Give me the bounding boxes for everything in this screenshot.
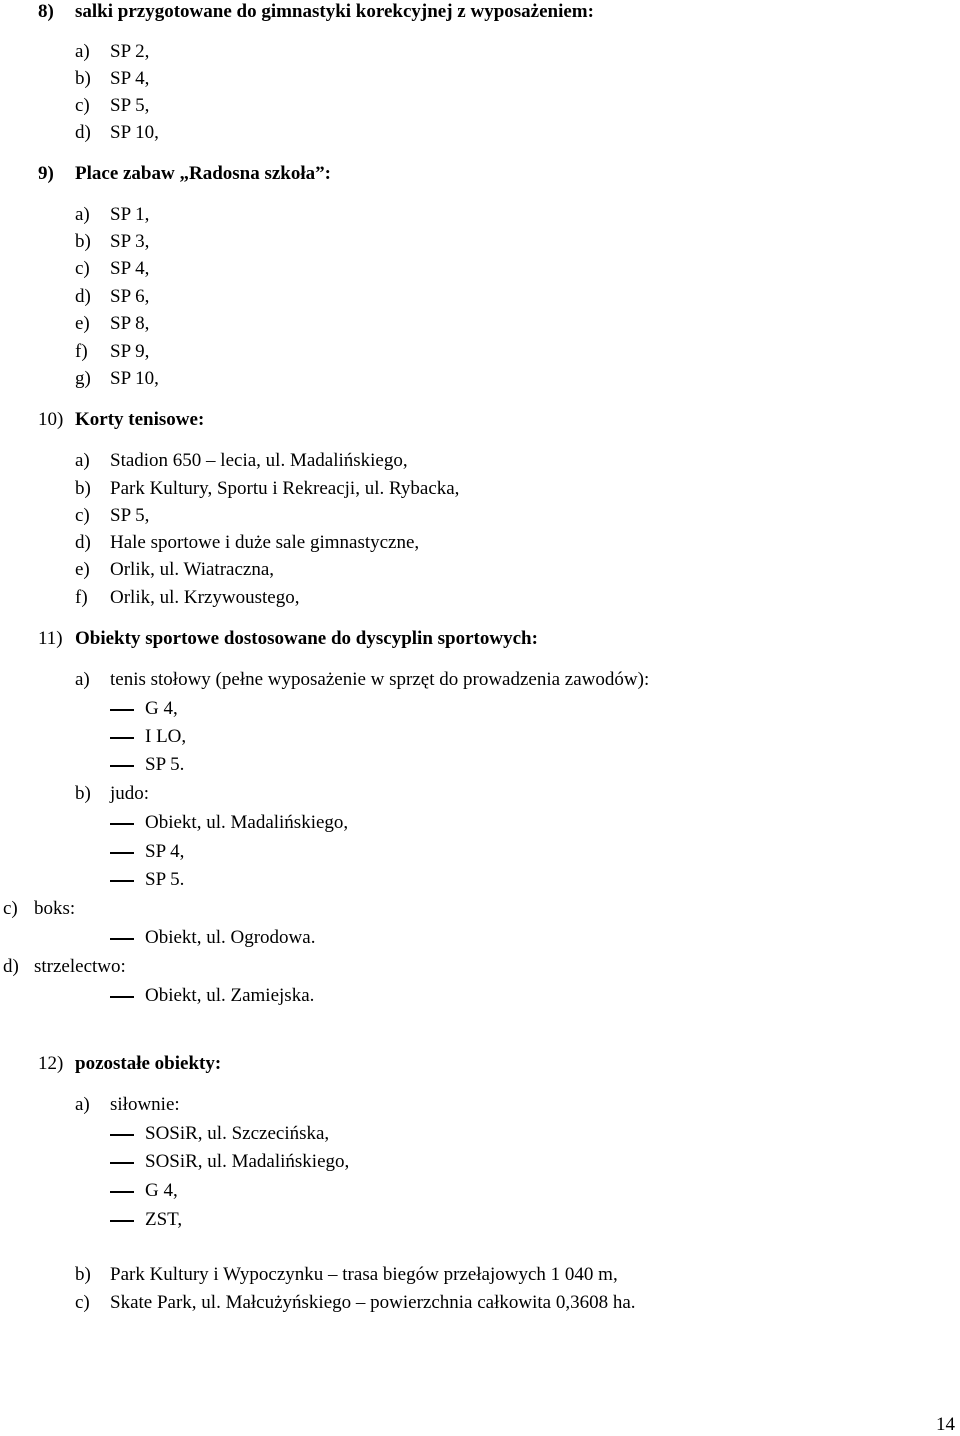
list-item-marker: c) xyxy=(3,898,18,919)
list-item-marker: b) xyxy=(75,478,91,499)
dash-bullet xyxy=(110,1220,134,1222)
list-item-marker: b) xyxy=(75,783,91,804)
list-item-marker: d) xyxy=(75,286,91,307)
dash-bullet xyxy=(110,1191,134,1193)
list-item: Orlik, ul. Wiatraczna, xyxy=(110,559,275,580)
list-item-marker: c) xyxy=(75,258,90,279)
dash-bullet xyxy=(110,1162,134,1164)
section-12-number: 12) xyxy=(38,1053,64,1074)
section-9-title: Place zabaw „Radosna szkoła”: xyxy=(75,163,331,184)
list-item-marker: b) xyxy=(75,231,91,252)
list-item-marker: d) xyxy=(75,532,91,553)
sub-item: Obiekt, ul. Zamiejska. xyxy=(145,985,315,1006)
section-10-number: 10) xyxy=(38,409,64,430)
dash-bullet xyxy=(110,852,134,854)
section-12-title: pozostałe obiekty: xyxy=(75,1053,222,1074)
section-8-title: salki przygotowane do gimnastyki korekcyjnej z wyposażeniem: xyxy=(75,1,594,22)
list-item: Stadion 650 – lecia, ul. Madalińskiego, xyxy=(110,450,408,471)
sub-item: SOSiR, ul. Madalińskiego, xyxy=(145,1151,350,1172)
list-item-marker: a) xyxy=(75,669,90,690)
list-item: tenis stołowy (pełne wyposażenie w sprzęt do prowadzenia zawodów): xyxy=(110,669,650,690)
dash-bullet xyxy=(110,737,134,739)
list-item: SP 8, xyxy=(110,313,150,334)
list-item-marker: g) xyxy=(75,368,91,389)
dash-bullet xyxy=(110,938,134,940)
list-item-marker: e) xyxy=(75,313,90,334)
dash-bullet xyxy=(110,765,134,767)
page-number: 14 xyxy=(936,1414,955,1435)
list-item-marker: a) xyxy=(75,450,90,471)
list-item: SP 5, xyxy=(110,505,150,526)
list-item-marker: a) xyxy=(75,1094,90,1115)
list-item-marker: c) xyxy=(75,1292,90,1313)
list-item: SP 9, xyxy=(110,341,150,362)
list-item: judo: xyxy=(110,783,150,804)
sub-item: G 4, xyxy=(145,1180,178,1201)
list-item-marker: d) xyxy=(3,956,19,977)
list-item: strzelectwo: xyxy=(34,956,126,977)
list-item: siłownie: xyxy=(110,1094,180,1115)
sub-item: ZST, xyxy=(145,1209,183,1230)
list-item-marker: f) xyxy=(75,341,88,362)
list-item: SP 3, xyxy=(110,231,150,252)
dash-bullet xyxy=(110,880,134,882)
list-item-marker: a) xyxy=(75,204,90,225)
list-item: Hale sportowe i duże sale gimnastyczne, xyxy=(110,532,420,553)
list-item: Orlik, ul. Krzywoustego, xyxy=(110,587,300,608)
sub-item: SP 5. xyxy=(145,754,185,775)
sub-item: I LO, xyxy=(145,726,187,747)
list-item-marker: b) xyxy=(75,68,91,89)
list-item-marker: e) xyxy=(75,559,90,580)
list-item-marker: c) xyxy=(75,95,90,116)
list-item-marker: c) xyxy=(75,505,90,526)
section-11-number: 11) xyxy=(38,628,63,649)
list-item-marker: f) xyxy=(75,587,88,608)
list-item-marker: b) xyxy=(75,1264,91,1285)
sub-item: SP 4, xyxy=(145,841,185,862)
list-item: Park Kultury i Wypoczynku – trasa biegów przełajowych 1 040 m, xyxy=(110,1264,618,1285)
sub-item: SOSiR, ul. Szczecińska, xyxy=(145,1123,330,1144)
list-item: SP 10, xyxy=(110,122,159,143)
section-9-number: 9) xyxy=(38,163,54,184)
section-11-title: Obiekty sportowe dostosowane do dyscyplin sportowych: xyxy=(75,628,538,649)
list-item: boks: xyxy=(34,898,76,919)
list-item: SP 2, xyxy=(110,41,150,62)
list-item-marker: a) xyxy=(75,41,90,62)
list-item: Park Kultury, Sportu i Rekreacji, ul. Rybacka, xyxy=(110,478,460,499)
list-item: SP 4, xyxy=(110,68,150,89)
list-item: SP 5, xyxy=(110,95,150,116)
dash-bullet xyxy=(110,1134,134,1136)
list-item: Skate Park, ul. Małcużyńskiego – powierzchnia całkowita 0,3608 ha. xyxy=(110,1292,636,1313)
section-8-number: 8) xyxy=(38,1,54,22)
list-item: SP 10, xyxy=(110,368,159,389)
section-10-title: Korty tenisowe: xyxy=(75,409,205,430)
list-item: SP 1, xyxy=(110,204,150,225)
sub-item: SP 5. xyxy=(145,869,185,890)
dash-bullet xyxy=(110,709,134,711)
list-item: SP 6, xyxy=(110,286,150,307)
sub-item: Obiekt, ul. Ogrodowa. xyxy=(145,927,316,948)
dash-bullet xyxy=(110,996,134,998)
list-item-marker: d) xyxy=(75,122,91,143)
list-item: SP 4, xyxy=(110,258,150,279)
sub-item: G 4, xyxy=(145,698,178,719)
sub-item: Obiekt, ul. Madalińskiego, xyxy=(145,812,349,833)
dash-bullet xyxy=(110,823,134,825)
